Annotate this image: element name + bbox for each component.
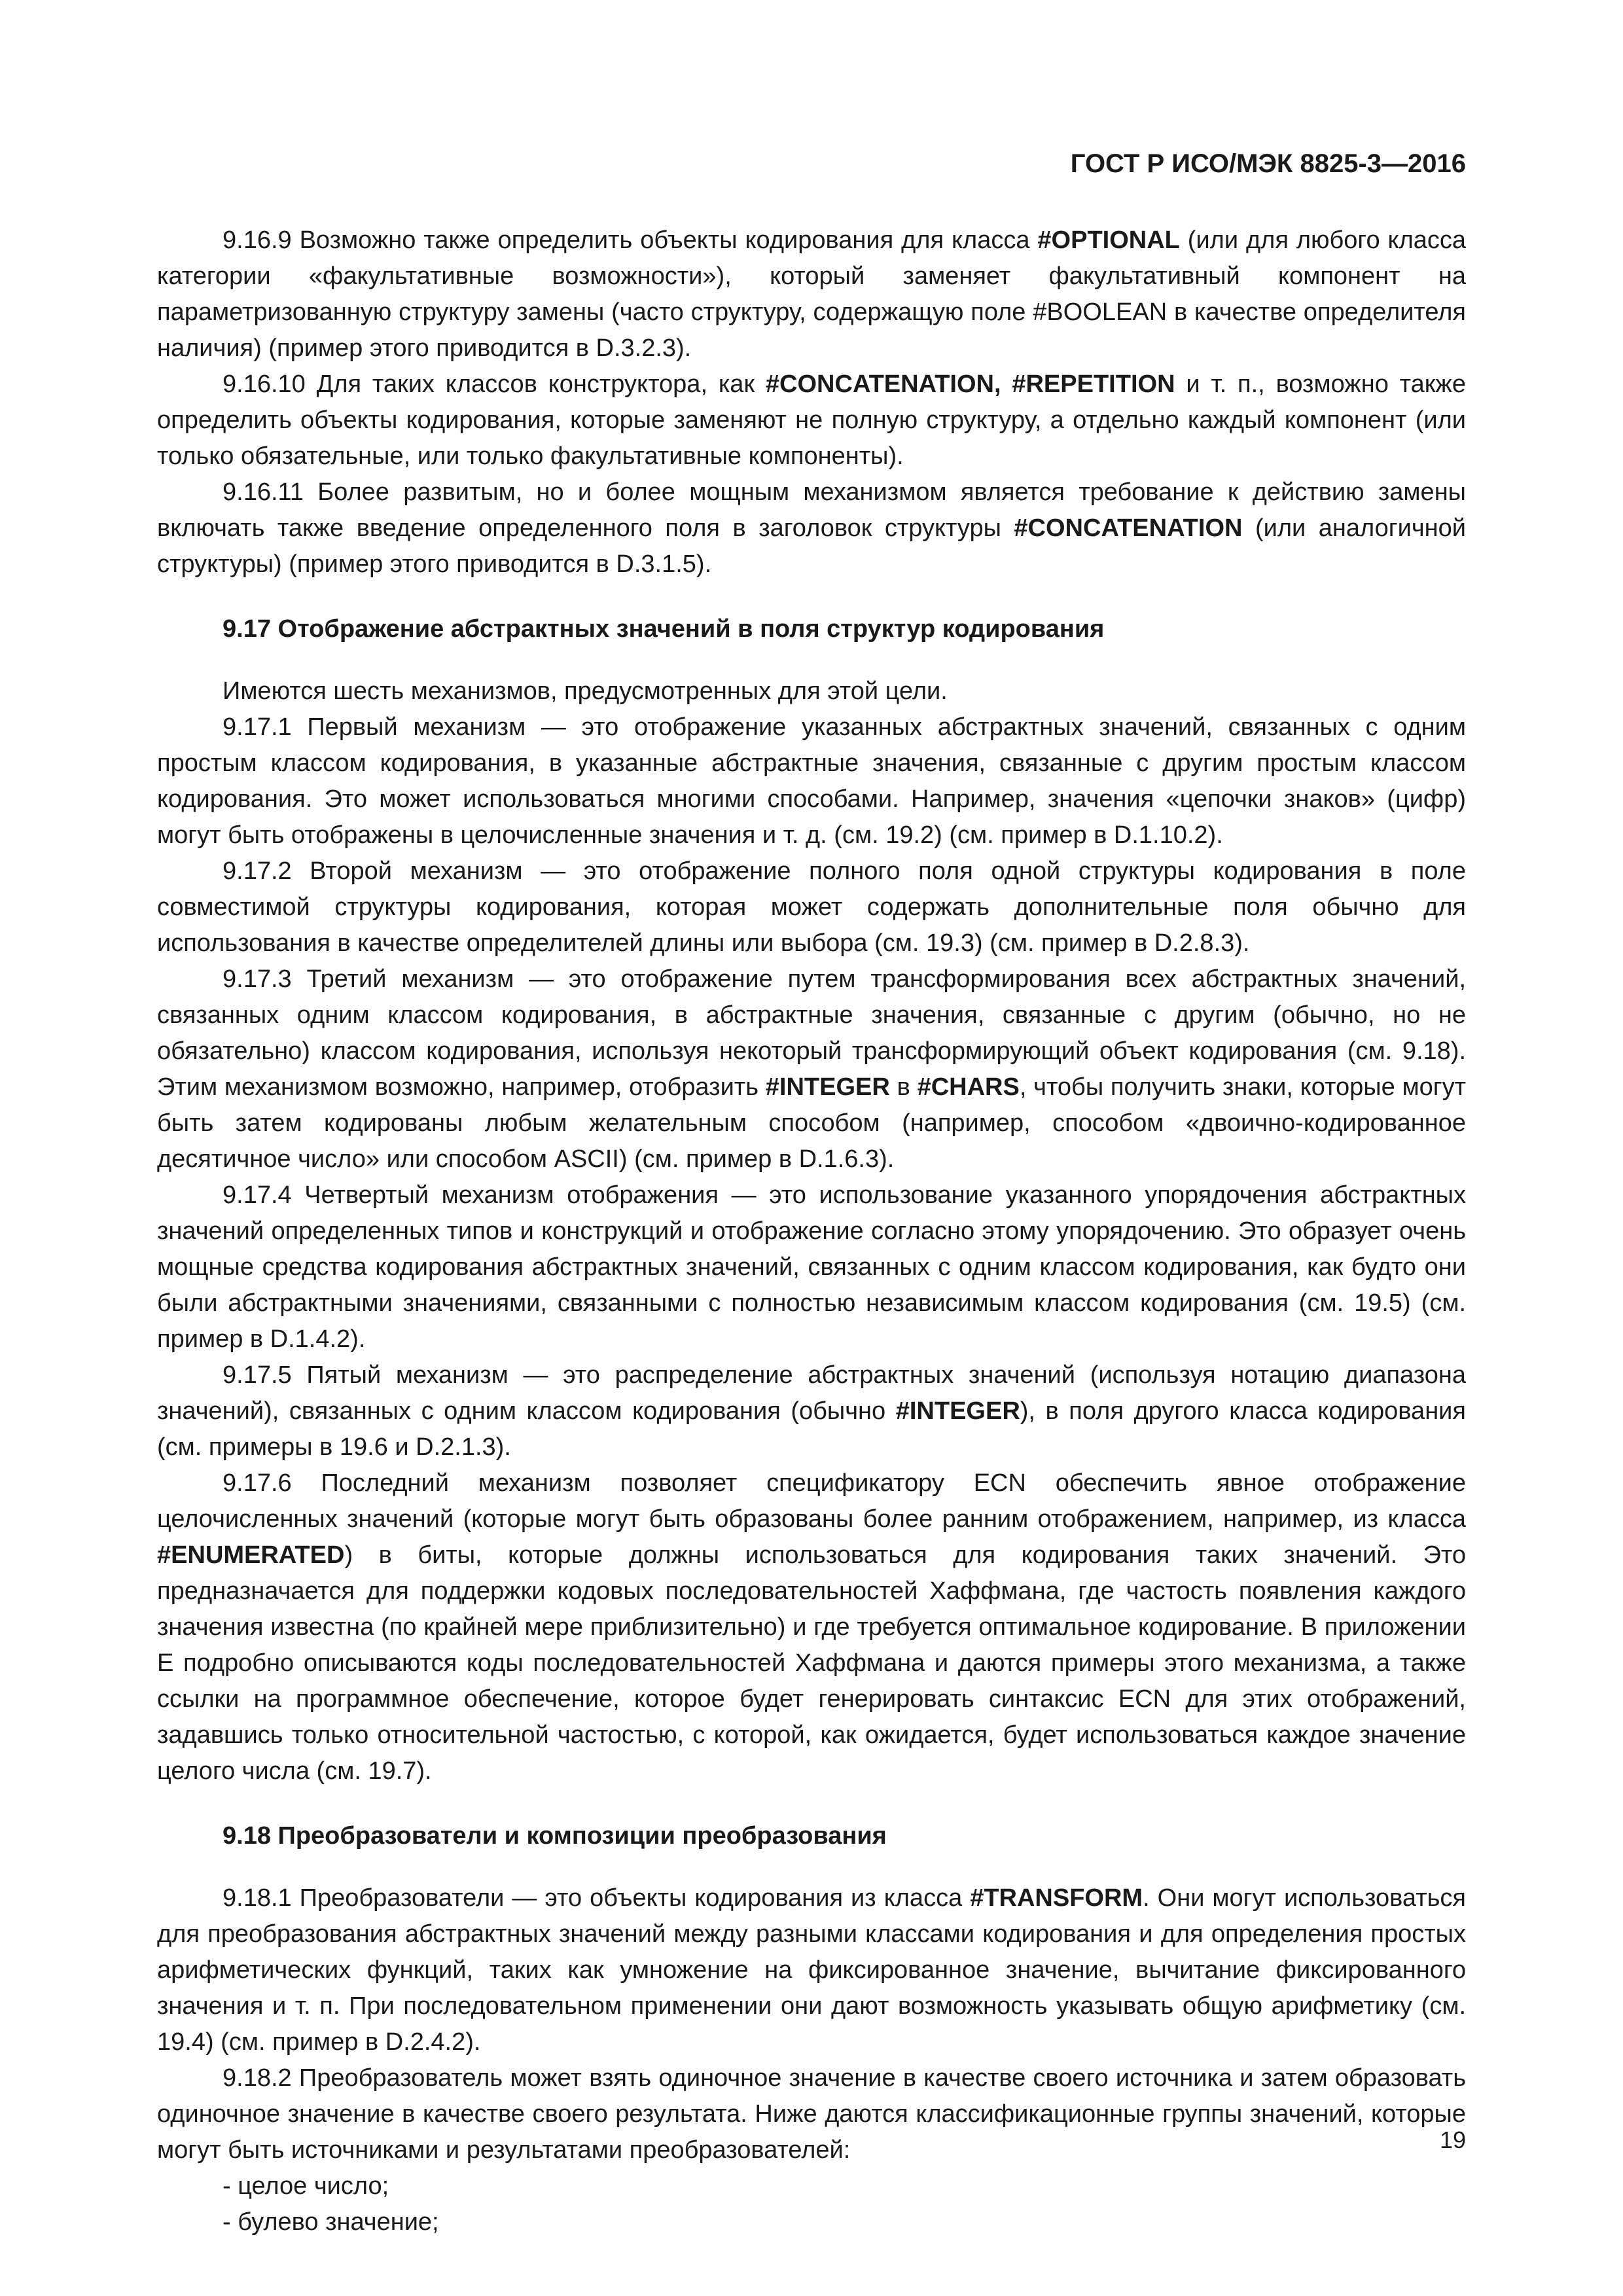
list-item: - целое число; xyxy=(223,2168,1466,2204)
text-run: (или аналогичной структуры) (пример этого приводится в D.3.1.5). xyxy=(157,514,1466,578)
bold-term: #OPTIONAL xyxy=(1037,226,1180,254)
bold-term: #ENUMERATED xyxy=(157,1541,345,1569)
bold-term: #CONCATENATION, #REPETITION xyxy=(765,370,1175,398)
paragraph-9-16-9 xyxy=(157,223,1466,367)
list-item: - булево значение; xyxy=(223,2204,1466,2240)
text-run: ) в биты, которые должны использоваться для кодирования таких значений. Это предназначается для поддержки кодовых последовательностей Хаффмана, где частость появления каждого значения известна (по крайней мере приблизительно) и где требуется оптимальное кодирование. В приложении E подробно описываются коды последовательностей Хаффмана и даются примеры этого механизма, а также ссылки на программное обеспечение, которое будет генерировать синтаксис ECN для этих отображений, задавшись только относительной частостью, с которой, как ожидается, будет использоваться каждое значение целого числа (см. 19.7). xyxy=(157,1541,1466,1785)
text-run: 9.16.11 Более развитым, но и более мощным механизмом является требование к действию замены включать также введение определенного поля в заголовок структуры xyxy=(157,478,1466,542)
text-run: , чтобы получить знаки, которые могут быть затем кодированы любым желательным способом (например, способом «двоично-кодированное десятичное число» или способом ASCII) (см. пример в D.1.6.3). xyxy=(157,1073,1467,1173)
bold-term: #TRANSFORM xyxy=(970,1884,1143,1912)
paragraph-9-17-4: 9.17.4 Четвертый механизм отображения — это использование указанного упорядочения абстрактных значений определенных типов и конструкций и отображение согласно этому упорядочению. Это образует очень мощные средства кодирования абстрактных значений, связанных с одним классом кодирования, как будто они были абстрактными значениями, связанными с полностью независимым классом кодирования (см. 19.5) (см. пример в D.1.4.2). xyxy=(157,1181,1466,1353)
text-run: (или для любого класса категории «факультативные возможности»), который заменяет факультативный компонент на параметризованную структуру замены (часто структуру, содержащую поле #BOOLEAN в качестве определителя наличия) (пример этого приводится в D.3.2.3). xyxy=(157,226,1467,362)
section-heading-9-18: 9.18 Преобразователи и композиции преобразования xyxy=(223,1822,887,1850)
text-run: 9.18.1 Преобразователи — это объекты кодирования из класса xyxy=(223,1884,971,1912)
text-run: 9.16.10 Для таких классов конструктора, как xyxy=(223,370,766,398)
paragraph-9-17-1: 9.17.1 Первый механизм — это отображение указанных абстрактных значений, связанных с одним простым классом кодирования, в указанные абстрактные значения, связанные с другим простым классом кодирования. Это может использоваться многими способами. Например, значения «цепочки знаков» (цифр) могут быть отображены в целочисленные значения и т. д. (см. 19.2) (см. пример в D.1.10.2). xyxy=(157,713,1466,849)
text-run: и т. п., возможно также определить объекты кодирования, которые заменяют не полную структуру, а отдельно каждый компонент (или только обязательные, или только факультативные компоненты). xyxy=(157,370,1466,470)
paragraph-9-17-3 xyxy=(157,961,1466,1177)
text-run: . Они могут использоваться для преобразования абстрактных значений между разными классами кодирования и для определения простых арифметических функций, таких как умножение на фиксированное значение, вычитание фиксированного значения и т. п. При последовательном применении они дают возможность указывать общую арифметику (см. 19.4) (см. пример в D.2.4.2). xyxy=(157,1884,1466,2056)
text-run: 9.17.6 Последний механизм позволяет спецификатору ECN обеспечить явное отображение целочисленных значений (которые могут быть образованы более ранним отображением, например, из класса xyxy=(157,1469,1466,1533)
section-heading-9-17: 9.17 Отображение абстрактных значений в поля структур кодирования xyxy=(223,615,1105,643)
text-run: ), в поля другого класса кодирования (см. примеры в 19.6 и D.2.1.3). xyxy=(157,1397,1466,1461)
text-run: в xyxy=(889,1073,918,1101)
value-groups-list xyxy=(157,2168,1466,2240)
section-intro: Имеются шесть механизмов, предусмотренных для этой цели. xyxy=(223,677,948,705)
bold-term: #CONCATENATION xyxy=(1014,514,1243,542)
paragraph-9-18-1 xyxy=(157,1880,1466,2060)
page-number: 19 xyxy=(1439,2126,1466,2153)
page-header xyxy=(157,148,1466,179)
text-run: 9.16.9 Возможно также определить объекты кодирования для класса xyxy=(223,226,1038,254)
bold-term: #CHARS xyxy=(917,1073,1020,1101)
bold-term: #INTEGER xyxy=(895,1397,1020,1425)
text-run: 9.17.3 Третий механизм — это отображение путем трансформирования всех абстрактных значений, связанных одним классом кодирования, в абстрактные значения, связанные с другим (обычно, но не обязательно) классом кодирования, используя некоторый трансформирующий объект кодирования (см. 9.18). Этим механизмом возможно, например, отобразить xyxy=(157,965,1466,1101)
text-run: 9.17.5 Пятый механизм — это распределение абстрактных значений (используя нотацию диапазона значений), связанных с одним классом кодирования (обычно xyxy=(157,1361,1466,1425)
body-text xyxy=(157,223,1466,2240)
paragraph-9-16-10 xyxy=(157,367,1466,475)
standard-designation: ГОСТ Р ИСО/МЭК 8825-3—2016 xyxy=(1070,149,1466,178)
paragraph-9-18-2: 9.18.2 Преобразователь может взять одиночное значение в качестве своего источника и затем образовать одиночное значение в качестве своего результата. Ниже даются классификационные группы значений, которые могут быть источниками и результатами преобразователей: xyxy=(157,2064,1466,2164)
paragraph-9-17-6 xyxy=(157,1465,1466,1789)
paragraph-9-16-11 xyxy=(157,475,1466,583)
paragraph-9-17-5 xyxy=(157,1357,1466,1465)
paragraph-9-17-2: 9.17.2 Второй механизм — это отображение полного поля одной структуры кодирования в поле совместимой структуры кодирования, которая может содержать дополнительные поля обычно для использования в качестве определителей длины или выбора (см. 19.3) (см. пример в D.2.8.3). xyxy=(157,857,1466,957)
bold-term: #INTEGER xyxy=(765,1073,890,1101)
